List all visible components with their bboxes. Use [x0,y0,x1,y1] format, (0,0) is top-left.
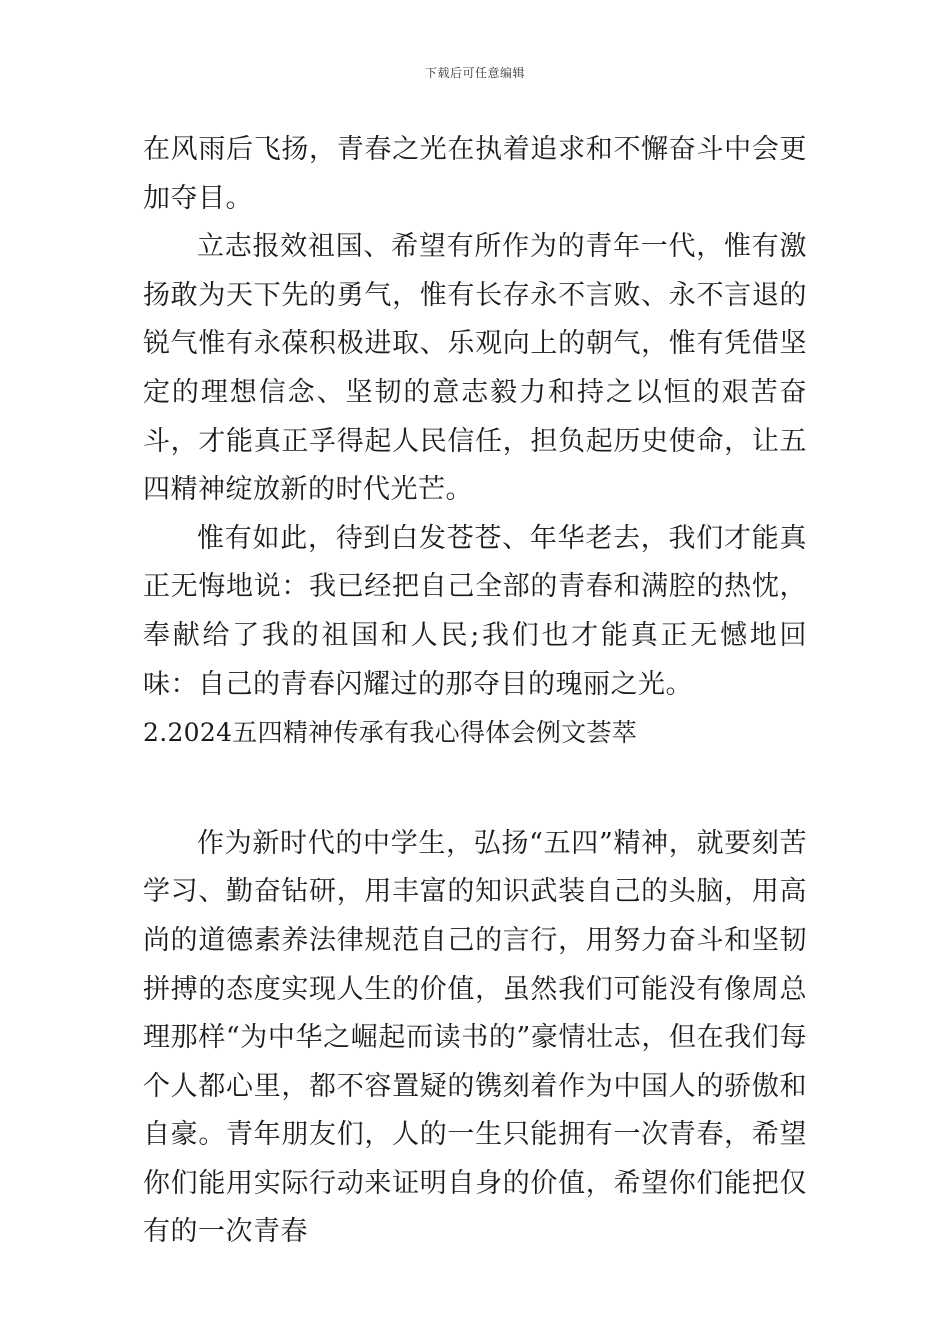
section-spacer [143,758,807,820]
page-header: 下载后可任意编辑 [424,66,525,80]
section-heading: 2.2024五四精神传承有我心得体会例文荟萃 [143,718,638,748]
paragraph-continuation: 在风雨后飞扬，青春之光在执着追求和不懈奋斗中会更加夺目。 [143,134,807,214]
document-body [143,126,807,1257]
paragraph-youth-generation: 立志报效祖国、希望有所作为的青年一代，惟有激扬敢为天下先的勇气，惟有长存永不言败、永不言退的锐气惟有永葆积极进取、乐观向上的朝气，惟有凭借坚定的理想信念、坚韧的意志毅力和持之以恒的艰苦奋斗，才能真正孚得起人民信任，担负起历史使命，让五四精神绽放新的时代光芒。 [143,231,807,506]
paragraph-middle-school-student: 作为新时代的中学生，弘扬“五四”精神，就要刻苦学习、勤奋钻研，用丰富的知识武装自己的头脑，用高尚的道德素养法律规范自己的言行，用努力奋斗和坚韧拼搏的态度实现人生的价值，虽然我们可能没有像周总理那样“为中华之崛起而读书的”豪情壮志，但在我们每个人都心里，都不容置疑的镌刻着作为中国人的骄傲和自豪。青年朋友们，人的一生只能拥有一次青春，希望你们能用实际行动来证明自身的价值，希望你们能把仅有的一次青春 [143,827,807,1248]
paragraph-no-regret: 惟有如此，待到白发苍苍、年华老去，我们才能真正无悔地说：我已经把自己全部的青春和满腔的热忱，奉献给了我的祖国和人民;我们也才能真正无憾地回味：自己的青春闪耀过的那夺目的瑰丽之光。 [143,522,807,700]
